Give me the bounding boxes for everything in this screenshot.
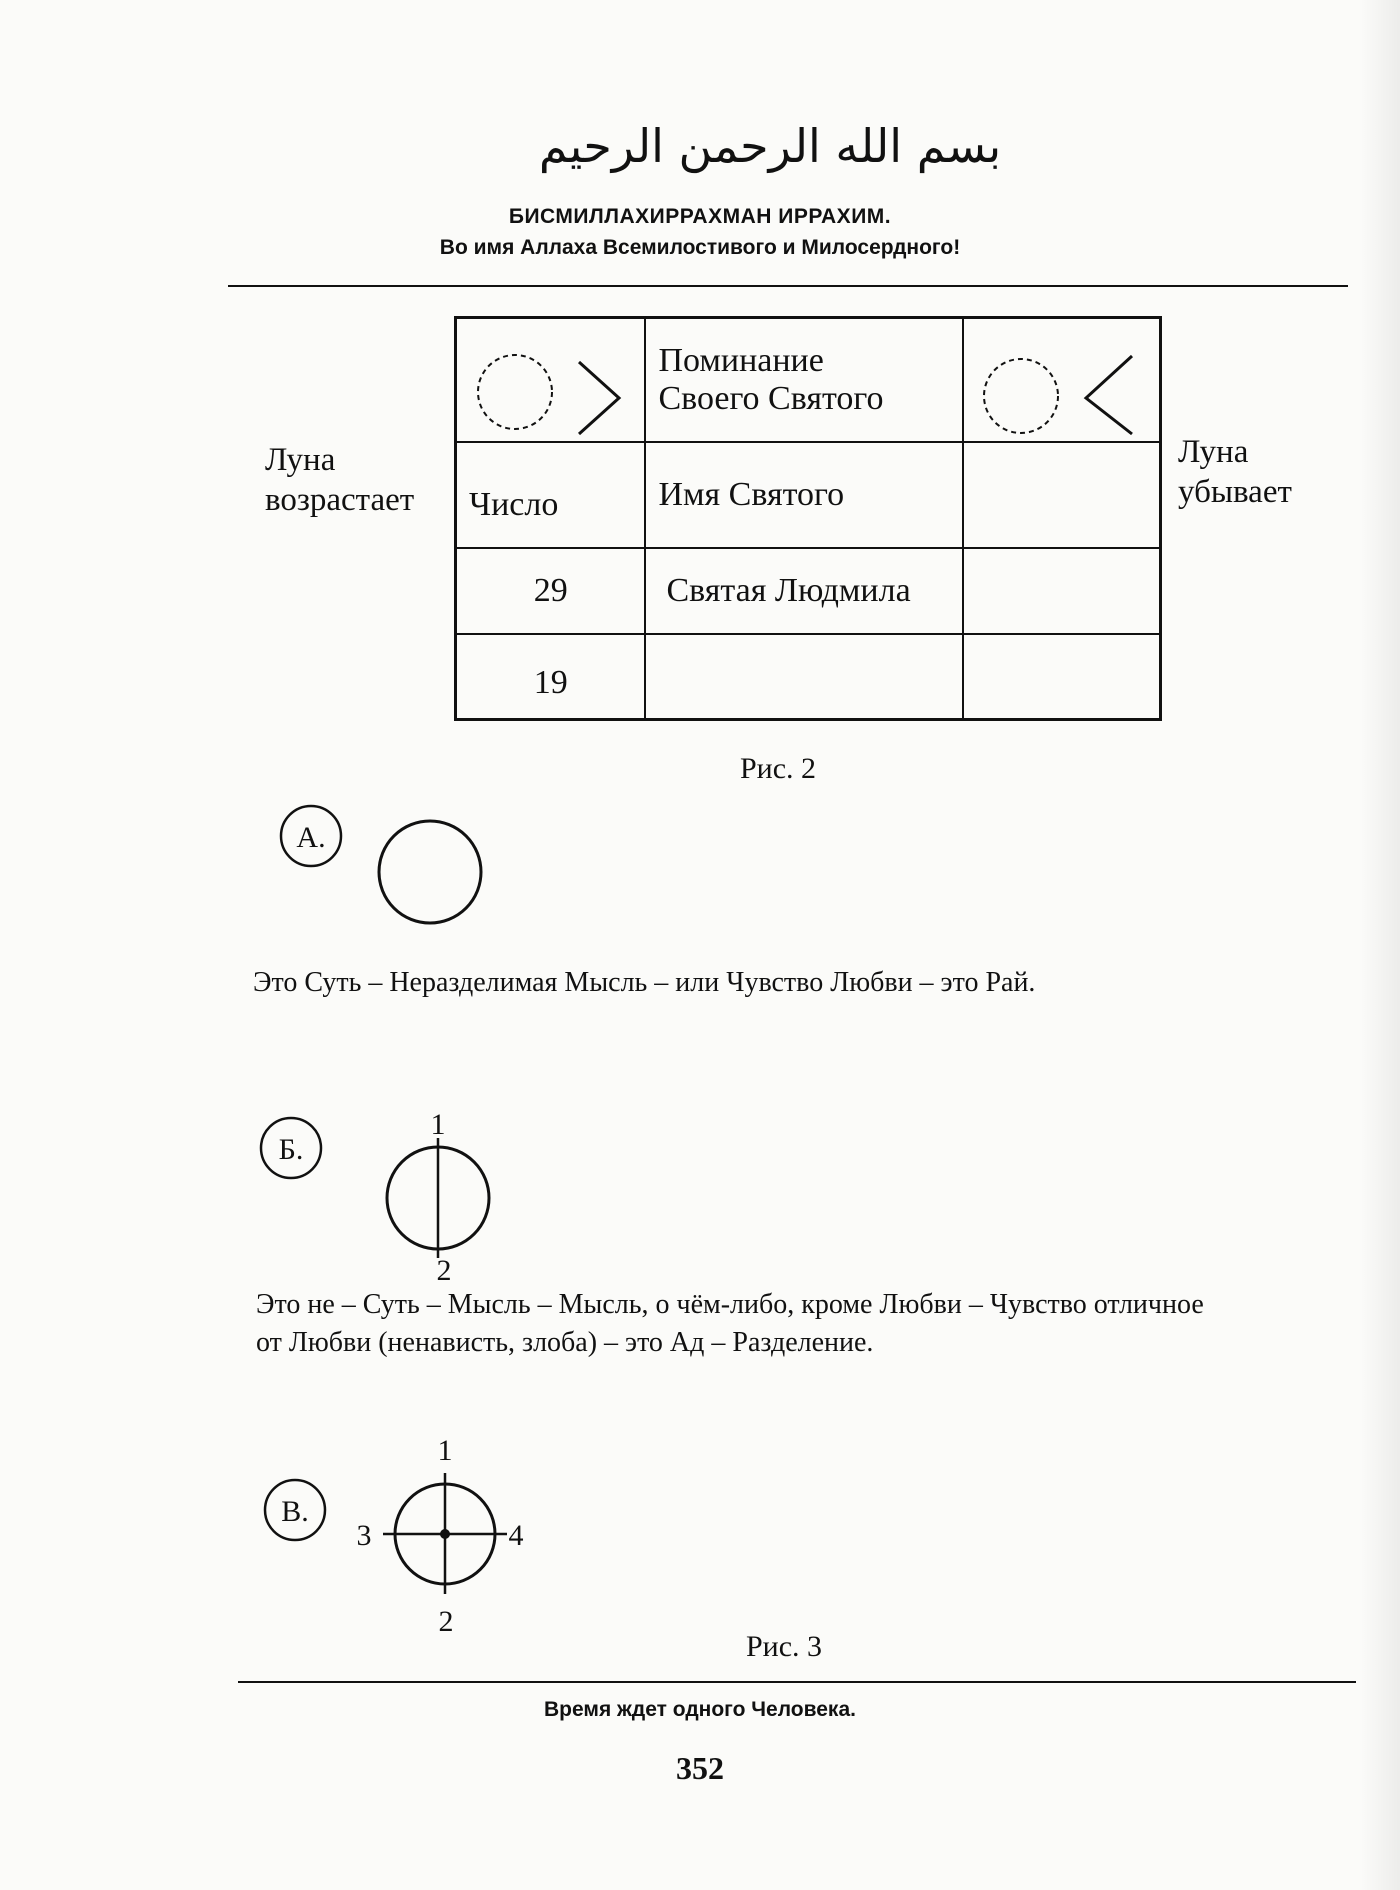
remembrance-header-cell — [645, 318, 962, 442]
figure-a-diagram — [270, 805, 495, 935]
waning-moon-icon — [964, 320, 1158, 440]
waxing-moon-cell — [456, 318, 646, 442]
row-number-cell: 29 — [456, 548, 646, 634]
bismillah-calligraphy — [538, 92, 1002, 192]
figure-b-text-line1: Это не – Суть – Мысль – Мысль, о чём-либо, кроме Любви – Чувство отличное — [256, 1289, 1204, 1320]
figure-b-text-line2: от Любви (ненависть, злоба) – это Ад – Разделение. — [256, 1327, 874, 1358]
header-divider — [228, 285, 1348, 287]
figure-c-number-top: 1 — [437, 1434, 453, 1467]
moon-waning-label: Луна убывает — [1178, 434, 1292, 510]
svg-text:بسم الله الرحمن الرحيم: بسم الله الرحمن الرحيم — [538, 119, 1002, 173]
page-number: 352 — [676, 1750, 724, 1786]
footer-text: Время ждет одного Человека. — [544, 1698, 856, 1721]
figure-c-diagram — [250, 1434, 540, 1640]
row-name-cell: Имя Святого — [645, 442, 962, 548]
row-extra-cell — [963, 548, 1161, 634]
figure-c-number-right: 4 — [508, 1519, 524, 1552]
figure-b-text — [256, 1286, 1356, 1362]
figure-3-caption: Рис. 3 — [746, 1630, 823, 1663]
table-row — [456, 634, 1161, 720]
center-point — [440, 1529, 450, 1539]
label-a: А. — [296, 821, 326, 854]
moon-waxing-label: Луна возрастает — [265, 442, 415, 518]
figure-b-diagram — [250, 1110, 510, 1285]
header-subtitle: Во имя Аллаха Всемилостивого и Милосердного! — [439, 236, 961, 259]
table-header-row — [456, 318, 1161, 442]
saints-table — [454, 316, 1162, 721]
footer-divider — [238, 1681, 1356, 1683]
row-extra-cell — [963, 634, 1161, 720]
header-remembrance-line2: Своего Святого — [658, 379, 884, 417]
figure-a-text: Это Суть – Неразделимая Мысль – или Чувство Любви – это Рай. — [253, 967, 1036, 998]
indivisible-circle — [379, 821, 481, 923]
header-title: БИСМИЛЛАХИРРАХМАН ИРРАХИМ. — [508, 205, 892, 228]
page-edge-shadow — [1360, 0, 1400, 1890]
row-name-cell — [645, 634, 962, 720]
figure-c-number-left: 3 — [356, 1519, 372, 1552]
row-number-cell: Число — [456, 442, 646, 548]
label-b: Б. — [278, 1133, 304, 1166]
row-number-cell: 19 — [456, 634, 646, 720]
label-c: В. — [281, 1495, 309, 1528]
figure-2-caption: Рис. 2 — [740, 752, 817, 785]
row-extra-cell — [963, 442, 1161, 548]
row-name-cell: Святая Людмила — [645, 548, 962, 634]
figure-b-number-bottom: 2 — [436, 1254, 452, 1287]
header-remembrance-line1: Поминание — [658, 341, 824, 379]
figure-c-number-bottom: 2 — [438, 1605, 454, 1638]
table-row — [456, 442, 1161, 548]
figure-b-number-top: 1 — [430, 1108, 446, 1141]
waning-moon-cell — [963, 318, 1161, 442]
table-row — [456, 548, 1161, 634]
waxing-moon-icon — [457, 320, 643, 440]
